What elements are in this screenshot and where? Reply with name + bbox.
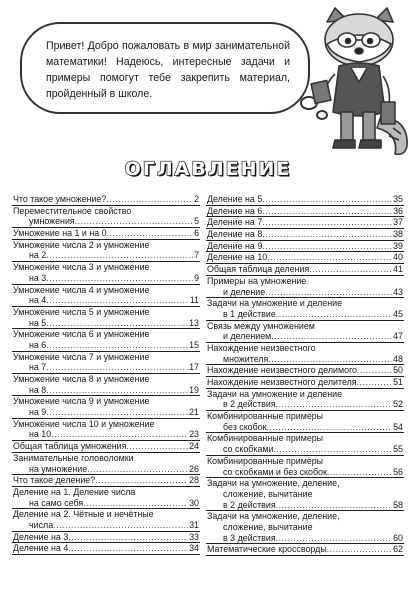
toc-entry[interactable] (12, 194, 200, 206)
toc-entry-title: Умножение числа 4 и умножение (13, 284, 150, 295)
dot-leader (327, 544, 392, 555)
dot-leader (262, 241, 392, 252)
toc-entry-title: Комбинированные примеры (207, 433, 324, 444)
dot-leader (276, 533, 392, 544)
toc-entry[interactable] (12, 487, 200, 509)
toc-left-column (12, 194, 200, 555)
toc-entry-line (13, 228, 199, 239)
toc-entry-line (207, 467, 403, 478)
toc-entry-title: Общая таблица умножения (13, 441, 127, 452)
raccoon-mascot-illustration (305, 4, 413, 164)
dot-leader (46, 273, 193, 284)
toc-entry-title: Деление на 9 (207, 240, 263, 251)
toc-entry-title: Умножение числа 3 и умножение (13, 262, 150, 273)
toc-entry-line (13, 352, 199, 363)
toc-entry-page-number: 5 (194, 216, 199, 227)
toc-entry-page-number: 7 (194, 250, 199, 261)
toc-entry-line (13, 194, 199, 205)
toc-entry-title: и делением (223, 331, 272, 342)
toc-entry-title: Умножение на 1 и на 0 (13, 228, 107, 239)
toc-entry-line (207, 544, 403, 555)
toc-entry-page-number: 9 (194, 272, 199, 283)
toc-entry[interactable] (206, 389, 404, 411)
toc-entry[interactable] (206, 276, 404, 298)
toc-entry-line (13, 429, 199, 440)
toc-entry-page-number: 40 (393, 252, 403, 263)
toc-entry-page-number: 58 (393, 499, 403, 510)
toc-entry[interactable] (12, 352, 200, 374)
toc-entry-title: на 6 (29, 339, 47, 350)
toc-entry-line (207, 422, 403, 433)
toc-entry-title: Нахождение неизвестного делителя (207, 377, 357, 387)
dot-leader (273, 444, 392, 455)
toc-entry[interactable] (12, 206, 200, 228)
dot-leader (276, 309, 392, 320)
toc-entry-page-number: 28 (189, 475, 199, 486)
toc-entry[interactable] (206, 478, 404, 511)
toc-entry[interactable] (12, 419, 200, 441)
toc-entry-line (207, 287, 403, 298)
toc-entry-title: в 3 действия (223, 532, 276, 543)
toc-entry[interactable] (206, 194, 404, 206)
toc-entry-line (207, 206, 403, 217)
toc-entry-title: на 5 (29, 317, 47, 328)
toc-entry-page-number: 47 (393, 331, 403, 342)
toc-entry-title: Что такое деление? (13, 475, 96, 486)
dot-leader (262, 194, 392, 205)
toc-entry-page-number: 55 (393, 444, 403, 455)
speech-bubble (20, 22, 310, 114)
toc-entry-title: Переместительное свойство (13, 205, 132, 216)
toc-entry-line (13, 307, 199, 318)
toc-entry[interactable] (206, 252, 404, 264)
toc-entry-page-number: 51 (393, 377, 403, 387)
toc-entry-line (13, 419, 199, 430)
toc-entry-title: Деление на 3 (13, 531, 69, 542)
toc-entry-line (13, 329, 199, 340)
toc-entry-page-number: 43 (393, 286, 403, 297)
toc-entry[interactable] (12, 329, 200, 351)
toc-entry-line (13, 498, 199, 509)
toc-entry-line (13, 262, 199, 273)
dot-leader (53, 520, 188, 531)
toc-entry-title: со скобками и без скобок (223, 466, 327, 477)
dot-leader (357, 365, 392, 376)
toc-entry-line (207, 511, 403, 522)
toc-entry-line (207, 264, 403, 275)
toc-entry-title: Деление на 10 (207, 252, 268, 263)
toc-entry-title: Нахождение неизвестного делимого (207, 365, 357, 376)
toc-entry-line (13, 407, 199, 418)
toc-entry-page-number: 54 (393, 421, 403, 432)
toc-entry-line (13, 318, 199, 329)
dot-leader (262, 217, 392, 228)
toc-entry-line (207, 399, 403, 410)
toc-entry-title: Нахождение неизвестного (207, 342, 316, 353)
toc-entry-line (207, 194, 403, 205)
dot-leader (46, 407, 188, 418)
toc-entry-title: в 2 действия (223, 499, 276, 510)
dot-leader (46, 318, 188, 329)
dot-leader (68, 543, 188, 554)
toc-entry-title: Задачи на умножение и деление (207, 298, 343, 309)
toc-entry-title: Связь между умножением (207, 320, 315, 331)
toc-entry[interactable] (206, 433, 404, 455)
toc-entry[interactable] (12, 374, 200, 396)
toc-entry-line (13, 475, 199, 486)
dot-leader (46, 250, 193, 261)
toc-entry-title: Что такое умножение? (13, 194, 107, 204)
toc-entry-line (207, 298, 403, 309)
toc-entry-page-number: 39 (393, 240, 403, 251)
toc-entry-line (207, 456, 403, 467)
toc-entry[interactable] (12, 441, 200, 453)
toc-entry-title: Комбинированные примеры (207, 455, 324, 466)
toc-entry-line (13, 206, 199, 217)
toc-entry-title: Умножение числа 7 и умножение (13, 351, 150, 362)
dot-leader (51, 429, 188, 440)
toc-entry-page-number: 19 (189, 384, 199, 395)
dot-leader (262, 206, 392, 217)
toc-entry-line (13, 285, 199, 296)
toc-entry[interactable] (12, 396, 200, 418)
toc-entry-title: Задачи на умножение и деление (207, 388, 343, 399)
toc-entry[interactable] (206, 206, 404, 218)
toc-entry-title: на 8 (29, 384, 47, 395)
toc-entry-line (207, 217, 403, 228)
toc-entry[interactable] (12, 509, 200, 531)
toc-entry-page-number: 37 (393, 217, 403, 228)
dot-leader (309, 264, 392, 275)
toc-entry-line (13, 295, 199, 306)
toc-entry-title: Общая таблица деления (207, 264, 310, 275)
toc-entry-line (13, 273, 199, 284)
toc-entry-title: Примеры на умножение (207, 275, 307, 286)
toc-entry-page-number: 38 (393, 229, 403, 240)
toc-entry[interactable] (206, 217, 404, 229)
toc-entry-title: Умножение числа 5 и умножение (13, 306, 150, 317)
toc-entry-title: числа (29, 519, 54, 530)
toc-entry-line (13, 216, 199, 227)
toc-entry-page-number: 35 (393, 194, 403, 204)
toc-entry-title: на 4 (29, 295, 47, 306)
toc-entry-title: на само себя (29, 497, 84, 508)
dot-leader (46, 340, 188, 351)
toc-entry-line (207, 377, 403, 388)
toc-entry-page-number: 17 (189, 362, 199, 373)
toc-entry-line (207, 309, 403, 320)
toc-entry-line (13, 543, 199, 554)
toc-entry[interactable] (12, 285, 200, 307)
toc-entry-title: без скобок (223, 421, 267, 432)
toc-entry-line (207, 389, 403, 400)
toc-entry-line (13, 385, 199, 396)
toc-entry-line (13, 487, 199, 498)
toc-entry-title: на 9 (29, 407, 47, 418)
toc-entry[interactable] (206, 365, 404, 377)
toc-entry-title: Умножение числа 2 и умножение (13, 239, 150, 250)
greeting-text: Привет! Добро пожаловать в мир занимательной математики! Надеюсь, интересные задачи и примеры помогут тебе закрепить материал, пройденный в школе. (46, 40, 290, 100)
toc-entry-title: Задачи на умножение, деление, (207, 511, 340, 522)
toc-entry-line (13, 509, 199, 520)
dot-leader (68, 532, 188, 543)
toc-entry-line (13, 250, 199, 261)
dot-leader (267, 252, 392, 263)
toc-entry-title: Деление на 1. Деление числа (13, 486, 136, 497)
dot-leader (276, 500, 392, 511)
toc-entry-page-number: 60 (393, 532, 403, 543)
toc-entry-line (13, 396, 199, 407)
toc-entry-page-number: 24 (189, 441, 199, 452)
dot-leader (265, 287, 392, 298)
toc-entry-title: в 1 действие (223, 308, 276, 319)
toc-entry-line (13, 362, 199, 373)
dot-leader (327, 467, 392, 478)
dot-leader (106, 194, 193, 205)
dot-leader (357, 377, 393, 388)
toc-entry[interactable] (206, 343, 404, 365)
toc-entry-title: на 7 (29, 362, 47, 373)
toc-entry-page-number: 50 (393, 365, 403, 376)
toc-entry-title: и деление (223, 286, 266, 297)
toc-entry-line (207, 241, 403, 252)
toc-entry-line (13, 240, 199, 251)
toc-entry[interactable] (206, 544, 404, 556)
toc-entry-title: Деление на 6 (207, 205, 263, 216)
toc-entry-title: в 2 действия (223, 399, 276, 410)
toc-entry-title: Задачи на умножение, деление, (207, 478, 340, 489)
toc-entry-line (13, 532, 199, 543)
toc-entry[interactable] (206, 241, 404, 253)
toc-entry-line (13, 520, 199, 531)
toc-entry-page-number: 31 (189, 519, 199, 530)
toc-title: ОГЛАВЛЕНИЕ (124, 158, 292, 180)
toc-entry[interactable] (206, 377, 404, 389)
toc-entry-page-number: 15 (189, 339, 199, 350)
toc-entry-title: сложение, вычитание (223, 521, 313, 532)
toc-entry-line (13, 374, 199, 385)
toc-entry-line (13, 340, 199, 351)
toc-entry-page-number: 2 (194, 194, 199, 204)
toc-entry[interactable] (12, 228, 200, 240)
toc-entry-title: Умножение числа 10 и умножение (13, 418, 155, 429)
toc-entry[interactable] (12, 240, 200, 262)
dot-leader (87, 464, 188, 475)
dot-leader (83, 498, 188, 509)
toc-entry-page-number: 56 (393, 466, 403, 477)
toc-entry-page-number: 45 (393, 308, 403, 319)
toc-entry-line (207, 276, 403, 287)
toc-entry-line (207, 321, 403, 332)
toc-entry-page-number: 30 (189, 497, 199, 508)
toc-entry-title: Умножение числа 8 и умножение (13, 374, 150, 384)
dot-leader (107, 228, 193, 239)
toc-entry-title: на 10 (29, 429, 52, 440)
toc-entry-title: Деление на 2. Чётные и нечётные (13, 509, 154, 520)
toc-entry[interactable] (206, 229, 404, 241)
dot-leader (262, 229, 392, 240)
toc-entry-line (13, 441, 199, 452)
toc-entry-line (13, 464, 199, 475)
toc-entry-title: Деление на 7 (207, 217, 263, 228)
toc-entry-line (13, 453, 199, 464)
toc-entry-page-number: 13 (189, 317, 199, 328)
toc-entry-page-number: 62 (393, 544, 403, 555)
toc-entry-title: на 2 (29, 250, 47, 261)
toc-entry-line (207, 343, 403, 354)
toc-entry-line (207, 331, 403, 342)
toc-entry-line (207, 354, 403, 365)
toc-entry-title: на 3 (29, 272, 47, 283)
toc-entry-title: сложение, вычитание (223, 488, 313, 499)
toc-entry-title: Деление на 5 (207, 194, 263, 204)
toc-entry[interactable] (206, 411, 404, 433)
toc-entry-page-number: 52 (393, 399, 403, 410)
dot-leader (46, 362, 188, 373)
toc-entry-line (207, 478, 403, 489)
dot-leader (276, 399, 392, 410)
dot-leader (75, 216, 193, 227)
toc-entry-line (207, 489, 403, 500)
toc-entry[interactable] (12, 532, 200, 544)
toc-entry-title: Занимательные головоломки (13, 452, 134, 463)
toc-entry-page-number: 11 (189, 295, 199, 306)
toc-entry[interactable] (12, 475, 200, 487)
toc-entry-line (207, 411, 403, 422)
toc-entry-title: Умножение числа 9 и умножение (13, 396, 150, 407)
toc-entry-line (207, 500, 403, 511)
dot-leader (267, 422, 393, 433)
toc-entry-title: Умножение числа 6 и умножение (13, 329, 150, 340)
toc-entry-page-number: 6 (194, 228, 199, 239)
toc-entry[interactable] (206, 298, 404, 320)
toc-entry-title: Деление на 8 (207, 229, 263, 240)
toc-entry[interactable] (12, 262, 200, 284)
toc-entry-title: Математические кроссворды (207, 544, 327, 555)
toc-entry-page-number: 26 (189, 463, 199, 474)
toc-entry-title: на умножение (29, 463, 88, 474)
toc-entry-page-number: 21 (189, 407, 199, 418)
toc-entry-page-number: 48 (393, 353, 403, 364)
toc-entry[interactable] (12, 307, 200, 329)
toc-entry-title: Деление на 4 (13, 543, 69, 554)
toc-right-column (206, 194, 404, 556)
dot-leader (268, 354, 392, 365)
toc-entry-title: Комбинированные примеры (207, 411, 324, 422)
toc-entry[interactable] (206, 456, 404, 478)
toc-entry-title: множителя (223, 353, 269, 364)
toc-entry-line (207, 522, 403, 533)
toc-entry[interactable] (206, 511, 404, 544)
toc-entry[interactable] (206, 264, 404, 276)
toc-entry-line (207, 229, 403, 240)
toc-entry-page-number: 41 (393, 264, 403, 275)
toc-entry-title: со скобками (223, 444, 274, 455)
toc-entry-page-number: 34 (189, 543, 199, 554)
toc-entry-line (207, 252, 403, 263)
toc-entry-line (207, 365, 403, 376)
toc-entry-line (207, 444, 403, 455)
toc-entry[interactable] (206, 321, 404, 343)
dot-leader (46, 385, 188, 396)
toc-entry-line (207, 533, 403, 544)
dot-leader (126, 441, 188, 452)
toc-entry-line (207, 433, 403, 444)
toc-entry-page-number: 33 (189, 531, 199, 542)
toc-entry-page-number: 36 (393, 205, 403, 216)
dot-leader (95, 475, 188, 486)
toc-entry-title: умножения (29, 216, 75, 227)
dot-leader (271, 331, 392, 342)
toc-entry[interactable] (12, 543, 200, 555)
toc-entry-page-number: 23 (189, 429, 199, 440)
dot-leader (46, 295, 189, 306)
toc-entry[interactable] (12, 453, 200, 475)
